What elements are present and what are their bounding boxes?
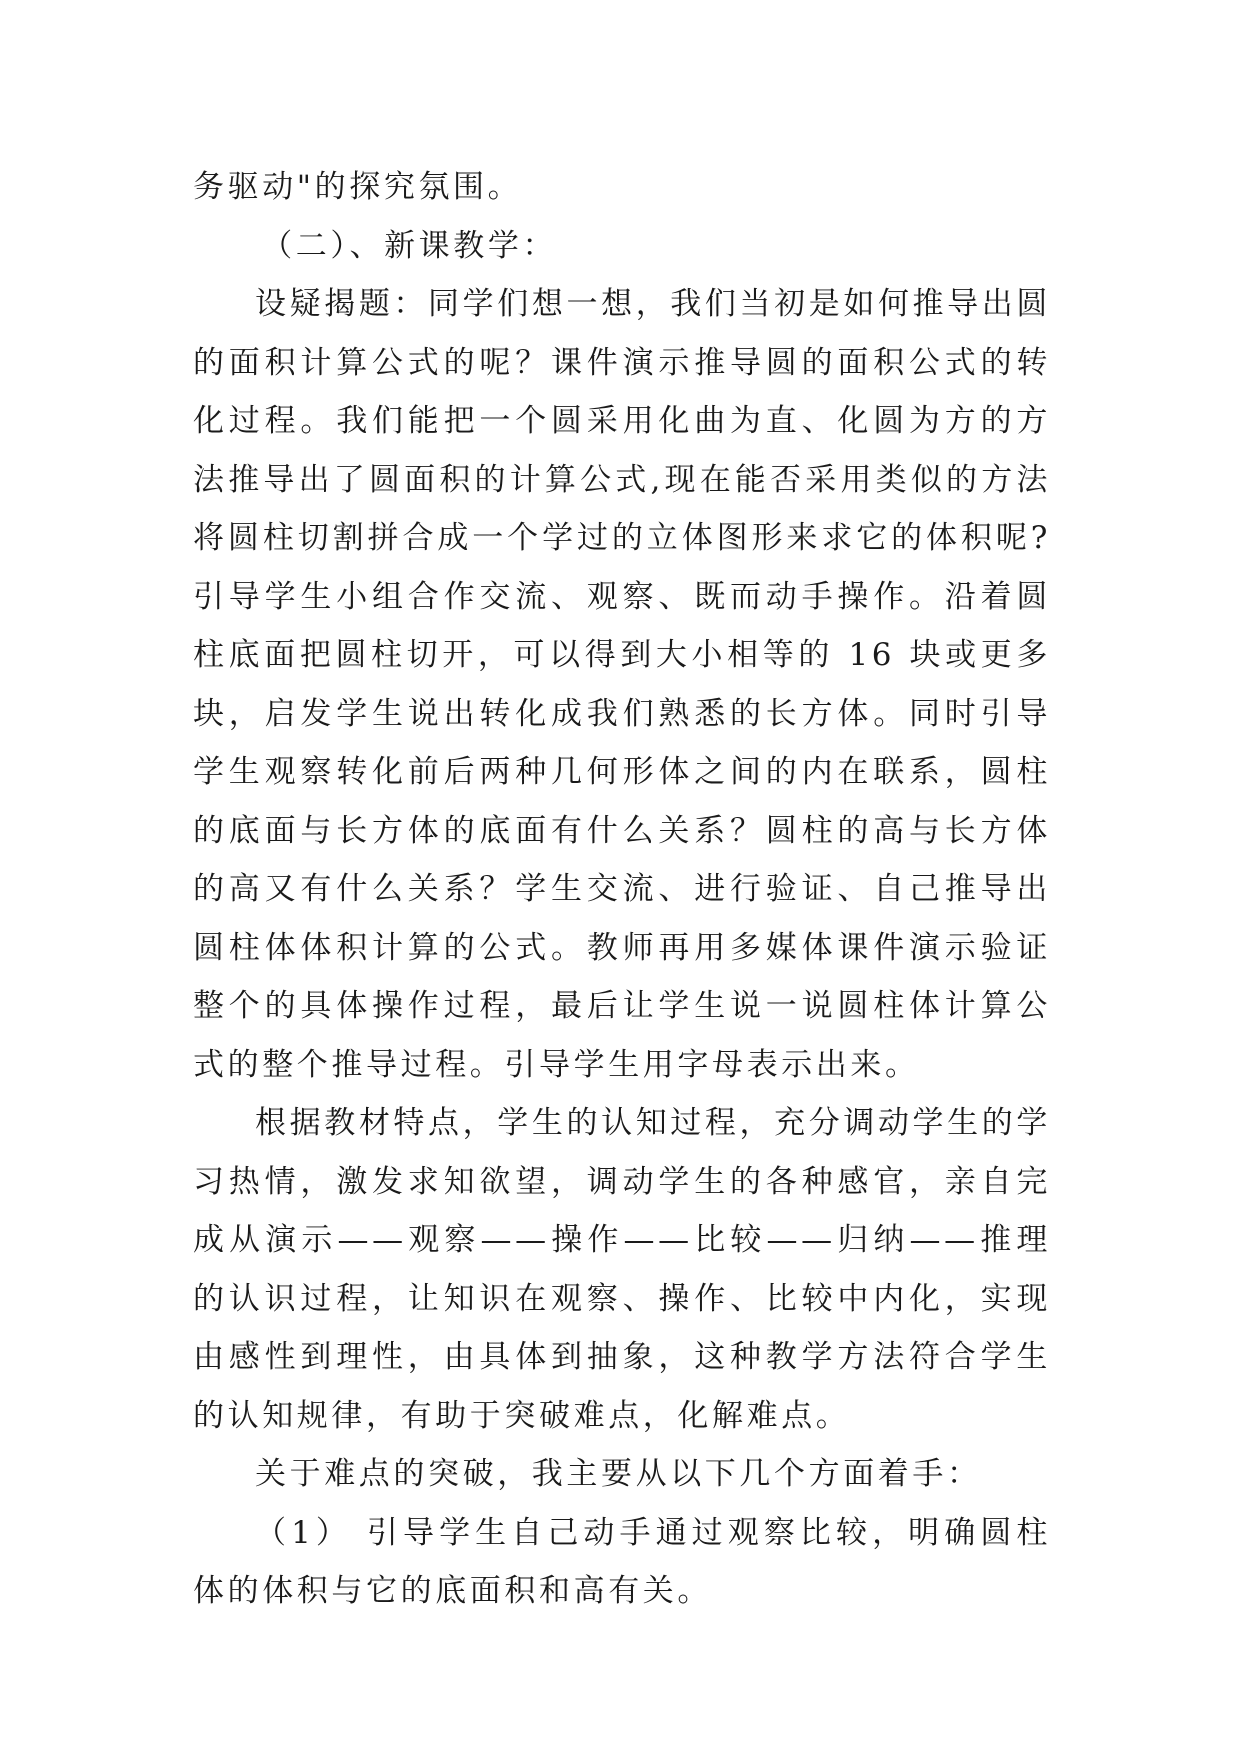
paragraph-teaching-method: 根据教材特点，学生的认知过程，充分调动学生的学习热情，激发求知欲望，调动学生的各种感官，亲自完成从演示——观察——操作——比较——归纳——推理的认识过程，让知识在观察、操作、比较中内化，实现由感性到理性，由具体到抽象，这种教学方法符合学生的认知规律，有助于突破难点，化解难点。 (193, 1105, 1051, 1434)
document-body (193, 158, 1051, 1621)
paragraph-question-intro: 设疑揭题：同学们想一想，我们当初是如何推导出圆的面积计算公式的呢？课件演示推导圆的面积公式的转化过程。我们能把一个圆采用化曲为直、化圆为方的方法推导出了圆面积的计算公式,现在能否采用类似的方法将圆柱切割拼合成一个学过的立体图形来求它的体积呢?引导学生小组合作交流、观察、既而动手操作。沿着圆柱底面把圆柱切开，可以得到大小相等的 16 块或更多块，启发学生说出转化成我们熟悉的长方体。同时引导学生观察转化前后两种几何形体之间的内在联系，圆柱的底面与长方体的底面有什么关系？圆柱的高与长方体的高又有什么关系？学生交流、进行验证、自己推导出圆柱体体积计算的公式。教师再用多媒体课件演示验证整个的具体操作过程，最后让学生说一说圆柱体计算公式的整个推导过程。引导学生用字母表示出来。 (193, 286, 1051, 1083)
paragraph-continuation: 务驱动"的探究氛围。 (193, 169, 523, 205)
section-heading: （二）、新课教学： (261, 227, 558, 264)
paragraph-difficulty-intro: 关于难点的突破，我主要从以下几个方面着手： (255, 1456, 982, 1492)
list-item-1: （1） 引导学生自己动手通过观察比较，明确圆柱体的体积与它的底面积和高有关。 (193, 1514, 1051, 1609)
